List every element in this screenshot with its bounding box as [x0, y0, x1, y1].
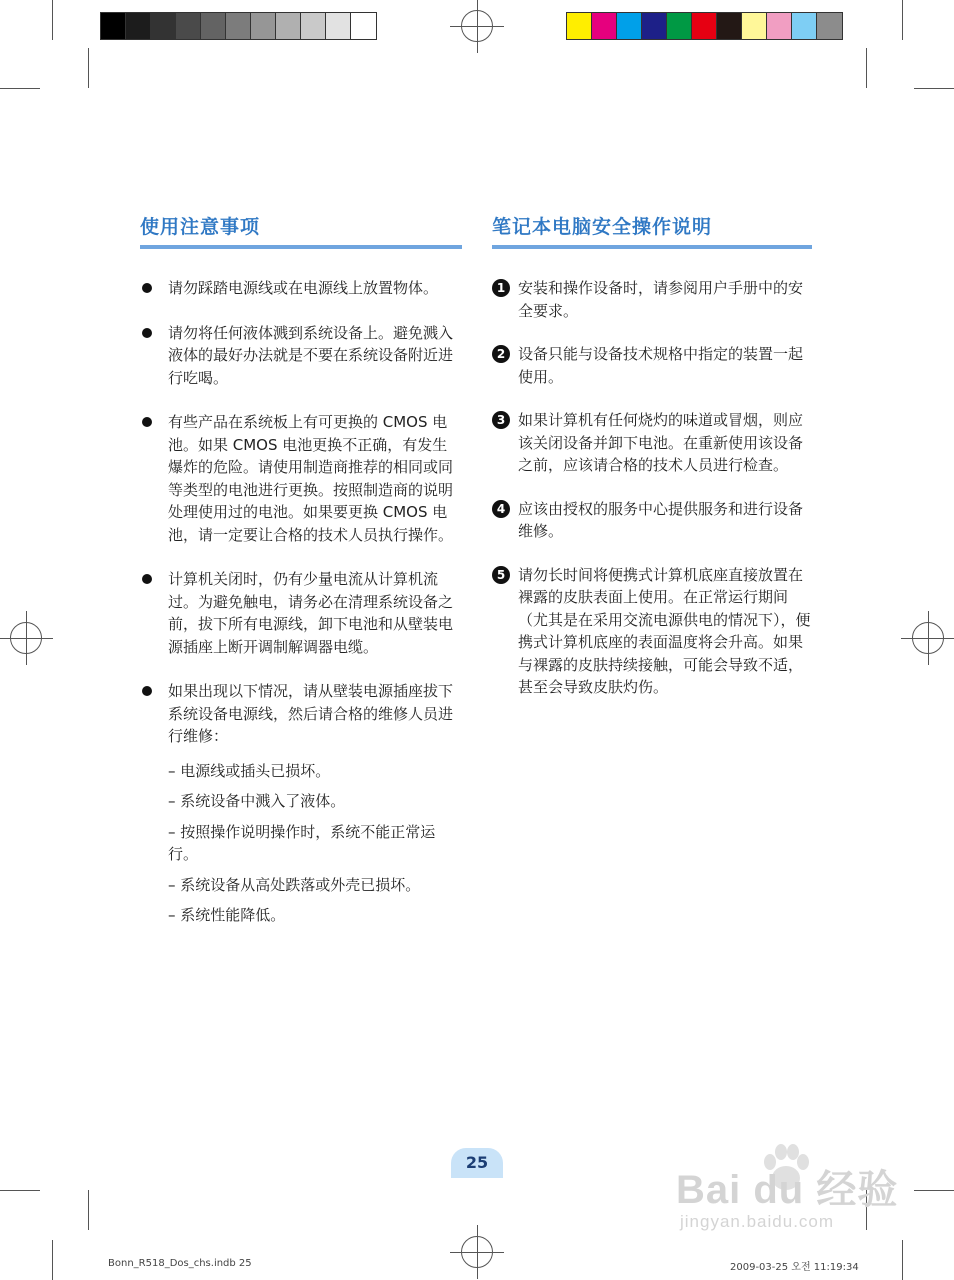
list-item	[140, 680, 462, 748]
list-item	[492, 343, 812, 388]
crop-mark	[914, 88, 954, 89]
sub-item: – 电源线或插头已损坏。	[168, 761, 331, 780]
color-swatch	[717, 13, 742, 39]
registration-mark	[10, 622, 42, 654]
title-rule	[140, 245, 462, 249]
crop-mark	[88, 1190, 89, 1230]
color-swatch	[642, 13, 667, 39]
list-item	[140, 411, 462, 546]
registration-mark	[461, 1236, 493, 1268]
color-swatch	[251, 13, 276, 39]
number-badge-icon: 5	[492, 566, 510, 584]
sub-item: – 按照操作说明操作时，系统不能正常运行。	[168, 822, 436, 863]
list-item	[140, 568, 462, 658]
color-swatch	[692, 13, 717, 39]
laptop-safety-title: 笔记本电脑安全操作说明	[492, 216, 713, 238]
list-item-text: 应该由授权的服务中心提供服务和进行设备维修。	[518, 499, 804, 540]
list-item	[492, 277, 812, 322]
list-item-text: 计算机关闭时，仍有少量电流从计算机流过。为避免触电，请务必在清理系统设备之前，拔下所有电源线，卸下电池和从壁装电源插座上断开调制解调器电缆。	[168, 570, 454, 656]
color-swatch	[126, 13, 151, 39]
list-item	[140, 277, 462, 300]
usage-notes-list	[140, 277, 462, 748]
color-swatch	[667, 13, 692, 39]
color-swatch	[792, 13, 817, 39]
list-item	[492, 498, 812, 543]
sub-item: – 系统设备从高处跌落或外壳已损坏。	[168, 875, 421, 894]
crop-mark	[0, 1190, 40, 1191]
color-swatch	[817, 13, 842, 39]
crop-mark	[914, 1190, 954, 1191]
footer-timestamp: 2009-03-25 오전 11:19:34	[730, 1262, 859, 1273]
list-item-text: 请勿踩踏电源线或在电源线上放置物体。	[168, 279, 439, 297]
list-item	[492, 409, 812, 477]
crop-mark	[88, 48, 89, 88]
list-item-text: 有些产品在系统板上有可更换的 CMOS 电池。如果 CMOS 电池更换不正确，有发生爆炸的危险。请使用制造商推荐的相同或同等类型的电池进行更换。按照制造商的说明处理使用过的电池。如果要更换 CMOS 电池，请一定要让合格的技术人员执行操作。	[168, 413, 454, 544]
bullet-icon	[142, 686, 152, 696]
color-swatch	[351, 13, 376, 39]
color-swatch	[226, 13, 251, 39]
list-item	[140, 322, 462, 390]
laptop-safety-section	[492, 212, 812, 720]
watermark-url: jingyan.baidu.com	[680, 1212, 835, 1231]
gray-color-bar	[100, 12, 377, 40]
color-swatch	[567, 13, 592, 39]
crop-mark	[0, 88, 40, 89]
watermark-logo-text: Bai du 经验	[676, 1168, 899, 1212]
list-item-text: 安装和操作设备时，请参阅用户手册中的安全要求。	[518, 279, 804, 320]
baidu-watermark	[676, 1140, 906, 1240]
sub-item: – 系统设备中溅入了液体。	[168, 792, 346, 810]
crop-mark	[52, 1240, 53, 1280]
crop-mark	[902, 1240, 903, 1280]
color-swatch	[617, 13, 642, 39]
list-item-text: 如果出现以下情况，请从壁装电源插座拔下系统设备电源线，然后请合格的维修人员进行维修：	[168, 682, 454, 745]
sub-item: – 系统性能降低。	[168, 906, 286, 924]
number-badge-icon: 3	[492, 411, 510, 429]
color-swatch	[201, 13, 226, 39]
bullet-icon	[142, 574, 152, 584]
list-item	[492, 564, 812, 699]
registration-mark	[461, 10, 493, 42]
laptop-safety-list	[492, 277, 812, 699]
list-item-text: 请勿将任何液体溅到系统设备上。避免溅入液体的最好办法就是不要在系统设备附近进行吃喝。	[168, 323, 454, 387]
color-swatch	[742, 13, 767, 39]
footer-file-info: Bonn_R518_Dos_chs.indb 25	[108, 1258, 252, 1269]
color-swatch	[326, 13, 351, 39]
bullet-icon	[142, 283, 152, 293]
registration-mark	[912, 622, 944, 654]
color-swatch	[151, 13, 176, 39]
number-badge-icon: 4	[492, 500, 510, 518]
crop-mark	[902, 0, 903, 40]
color-bar	[566, 12, 843, 40]
color-swatch	[767, 13, 792, 39]
color-swatch	[276, 13, 301, 39]
bullet-icon	[142, 417, 152, 427]
color-swatch	[592, 13, 617, 39]
list-item-text: 设备只能与设备技术规格中指定的装置一起使用。	[518, 345, 804, 386]
usage-notes-section	[140, 212, 462, 935]
number-badge-icon: 2	[492, 345, 510, 363]
color-swatch	[301, 13, 326, 39]
color-swatch	[101, 13, 126, 39]
crop-mark	[52, 0, 53, 40]
list-item-text: 请勿长时间将便携式计算机底座直接放置在裸露的皮肤表面上使用。在正常运行期间（尤其是在采用交流电源供电的情况下），便携式计算机底座的表面温度将会升高。如果与裸露的皮肤持续接触，可能会导致不适，甚至会导致皮肤灼伤。	[518, 565, 811, 696]
color-swatch	[176, 13, 201, 39]
crop-mark	[866, 48, 867, 88]
bullet-icon	[142, 328, 152, 338]
page-number: 25	[451, 1148, 503, 1178]
usage-notes-title: 使用注意事项	[140, 216, 261, 238]
title-rule	[492, 245, 812, 249]
list-item-text: 如果计算机有任何烧灼的味道或冒烟，则应该关闭设备并卸下电池。在重新使用该设备之前，应该请合格的技术人员进行检查。	[518, 411, 804, 474]
number-badge-icon: 1	[492, 279, 510, 297]
